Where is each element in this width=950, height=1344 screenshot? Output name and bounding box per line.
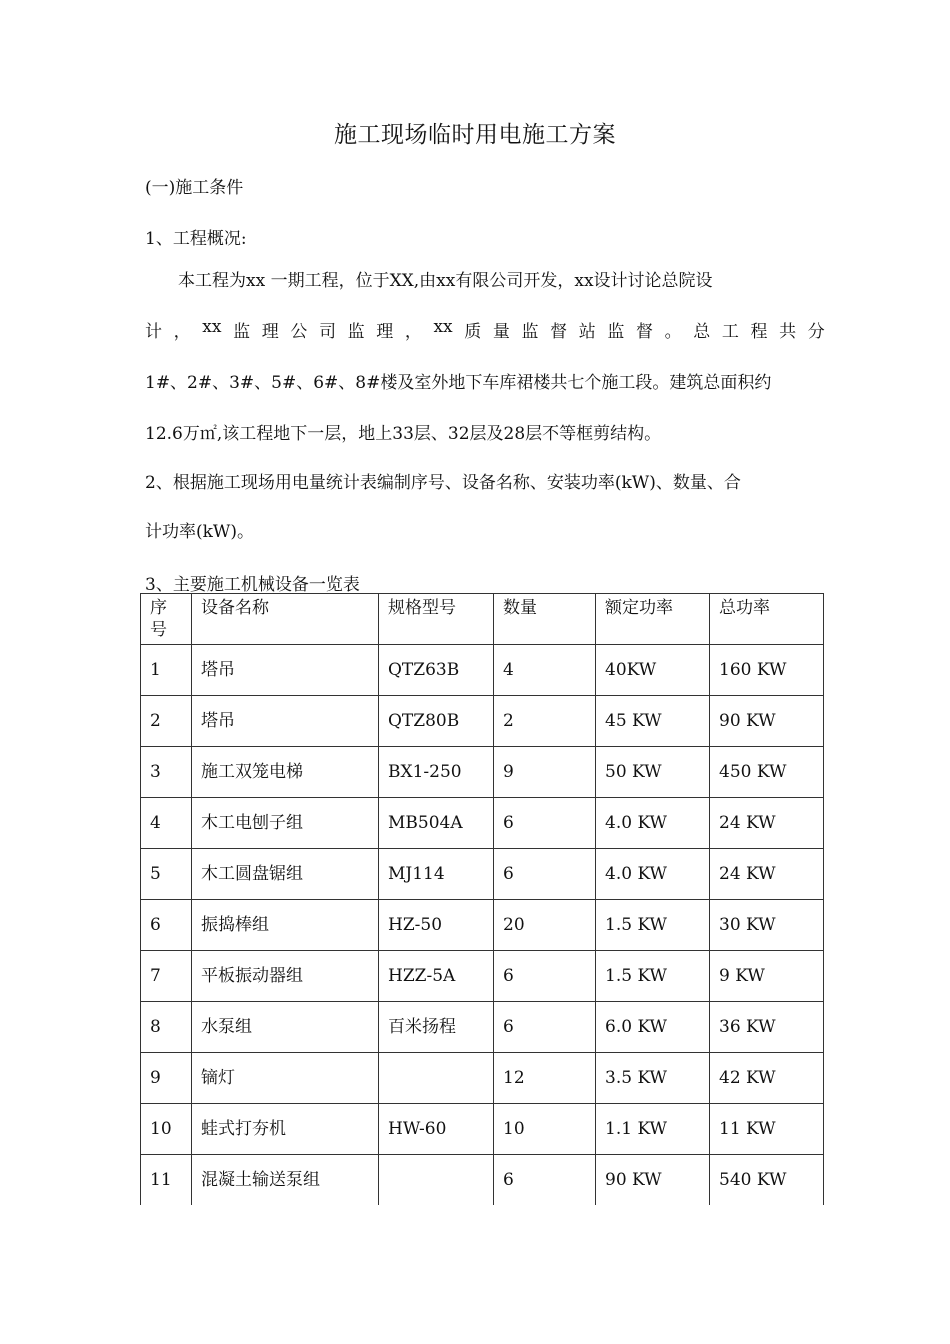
cell-seq: 9 [141, 1053, 192, 1104]
cell-total: 42 KW [710, 1053, 824, 1104]
para1-line2-part: 站 [578, 322, 596, 342]
para1-line2-part: 。 [664, 322, 682, 342]
cell-rated: 1.5 KW [596, 951, 710, 1002]
para1-line2-part: ， [404, 322, 422, 342]
equipment-table [140, 593, 824, 1205]
cell-rated: 3.5 KW [596, 1053, 710, 1104]
para1-line2-part: 监 [521, 322, 539, 342]
cell-rated: 4.0 KW [596, 849, 710, 900]
cell-total: 11 KW [710, 1104, 824, 1155]
cell-seq: 10 [141, 1104, 192, 1155]
cell-rated: 1.1 KW [596, 1104, 710, 1155]
para1-line2-part: 质 [464, 322, 482, 342]
cell-model [379, 1155, 494, 1206]
section-heading: (一)施工条件 [145, 178, 244, 198]
para1-line2-part: 公 [290, 322, 308, 342]
para1-line2-part: 计 [145, 322, 162, 342]
para1-line2-part: 总 [693, 322, 711, 342]
cell-total: 30 KW [710, 900, 824, 951]
para1-line2-part: 理 [261, 322, 279, 342]
cell-qty: 10 [494, 1104, 596, 1155]
cell-seq: 5 [141, 849, 192, 900]
cell-total: 24 KW [710, 849, 824, 900]
cell-seq: 2 [141, 696, 192, 747]
cell-model: HZZ-5A [379, 951, 494, 1002]
cell-total: 450 KW [710, 747, 824, 798]
cell-qty: 9 [494, 747, 596, 798]
header-name: 设备名称 [192, 594, 379, 645]
cell-total: 9 KW [710, 951, 824, 1002]
cell-total: 24 KW [710, 798, 824, 849]
para1-line2-part: 分 [807, 322, 825, 342]
cell-name: 塔吊 [192, 645, 379, 696]
cell-model: HZ-50 [379, 900, 494, 951]
cell-model: MJ114 [379, 849, 494, 900]
table-row [141, 1104, 824, 1155]
para1-line2-part: 监 [347, 322, 365, 342]
para1-line2-part: 监 [233, 322, 251, 342]
cell-seq: 7 [141, 951, 192, 1002]
table-header-row [141, 594, 824, 645]
header-rated: 额定功率 [596, 594, 710, 645]
item3-heading: 3、主要施工机械设备一览表 [145, 575, 360, 595]
cell-name: 木工电刨子组 [192, 798, 379, 849]
cell-seq: 1 [141, 645, 192, 696]
table-row [141, 696, 824, 747]
header-model: 规格型号 [379, 594, 494, 645]
cell-total: 540 KW [710, 1155, 824, 1206]
cell-total: 90 KW [710, 696, 824, 747]
header-seq-line1: 序 [150, 598, 167, 618]
cell-rated: 4.0 KW [596, 798, 710, 849]
cell-rated: 40KW [596, 645, 710, 696]
cell-total: 160 KW [710, 645, 824, 696]
table-row [141, 951, 824, 1002]
header-seq-line2: 号 [150, 620, 167, 640]
para1-line2-part: 理 [376, 322, 394, 342]
cell-qty: 6 [494, 951, 596, 1002]
document-title: 施工现场临时用电施工方案 [334, 122, 616, 148]
header-qty: 数量 [494, 594, 596, 645]
cell-name: 木工圆盘锯组 [192, 849, 379, 900]
cell-name: 蛙式打夯机 [192, 1104, 379, 1155]
table-row [141, 1002, 824, 1053]
para1-line2-part: 督 [550, 322, 568, 342]
para1-line2-part: xx [433, 317, 453, 337]
cell-rated: 1.5 KW [596, 900, 710, 951]
cell-seq: 8 [141, 1002, 192, 1053]
cell-name: 平板振动器组 [192, 951, 379, 1002]
cell-model [379, 1053, 494, 1104]
para1-line2 [145, 317, 825, 342]
cell-name: 镝灯 [192, 1053, 379, 1104]
table-row [141, 798, 824, 849]
cell-model: QTZ80B [379, 696, 494, 747]
table-row [141, 645, 824, 696]
para1-line2-part: 工 [721, 322, 739, 342]
cell-seq: 3 [141, 747, 192, 798]
para1-line2-part: xx [202, 317, 222, 337]
para1-line2-part: ， [173, 322, 191, 342]
cell-rated: 90 KW [596, 1155, 710, 1206]
cell-name: 振捣棒组 [192, 900, 379, 951]
cell-rated: 50 KW [596, 747, 710, 798]
cell-name: 施工双笼电梯 [192, 747, 379, 798]
header-total: 总功率 [710, 594, 824, 645]
para1-line2-part: 共 [779, 322, 797, 342]
para1-line3: 1#、2#、3#、5#、6#、8#楼及室外地下车库裙楼共七个施工段。建筑总面积约 [145, 373, 772, 393]
para1-line2-part: 司 [318, 322, 336, 342]
cell-model: MB504A [379, 798, 494, 849]
item2-line2: 计功率(kW)。 [145, 522, 255, 542]
table-row [141, 1053, 824, 1104]
item1-heading: 1、工程概况: [145, 229, 247, 249]
cell-model: QTZ63B [379, 645, 494, 696]
para1-line1: 本工程为xx 一期工程，位于XX,由xx有限公司开发，xx设计讨论总院设 [178, 271, 713, 291]
cell-rated: 45 KW [596, 696, 710, 747]
header-seq [141, 594, 192, 645]
table-row [141, 747, 824, 798]
cell-qty: 20 [494, 900, 596, 951]
cell-seq: 6 [141, 900, 192, 951]
cell-model: HW-60 [379, 1104, 494, 1155]
cell-total: 36 KW [710, 1002, 824, 1053]
cell-qty: 6 [494, 1002, 596, 1053]
cell-rated: 6.0 KW [596, 1002, 710, 1053]
para1-line2-part: 程 [750, 322, 768, 342]
para1-line2-part: 监 [607, 322, 625, 342]
cell-qty: 6 [494, 849, 596, 900]
cell-name: 混凝土输送泵组 [192, 1155, 379, 1206]
cell-qty: 12 [494, 1053, 596, 1104]
cell-model: BX1-250 [379, 747, 494, 798]
cell-seq: 4 [141, 798, 192, 849]
para1-line4: 12.6万㎡,该工程地下一层，地上33层、32层及28层不等框剪结构。 [145, 424, 662, 444]
table-row [141, 849, 824, 900]
item2-line1: 2、根据施工现场用电量统计表编制序号、设备名称、安装功率(kW)、数量、合 [145, 473, 741, 493]
cell-qty: 4 [494, 645, 596, 696]
cell-qty: 2 [494, 696, 596, 747]
para1-line2-part: 督 [636, 322, 653, 342]
para1-line2-part: 量 [492, 322, 510, 342]
cell-model: 百米扬程 [379, 1002, 494, 1053]
table-row [141, 900, 824, 951]
cell-qty: 6 [494, 1155, 596, 1206]
table-row [141, 1155, 824, 1206]
cell-name: 水泵组 [192, 1002, 379, 1053]
cell-name: 塔吊 [192, 696, 379, 747]
cell-seq: 11 [141, 1155, 192, 1206]
cell-qty: 6 [494, 798, 596, 849]
